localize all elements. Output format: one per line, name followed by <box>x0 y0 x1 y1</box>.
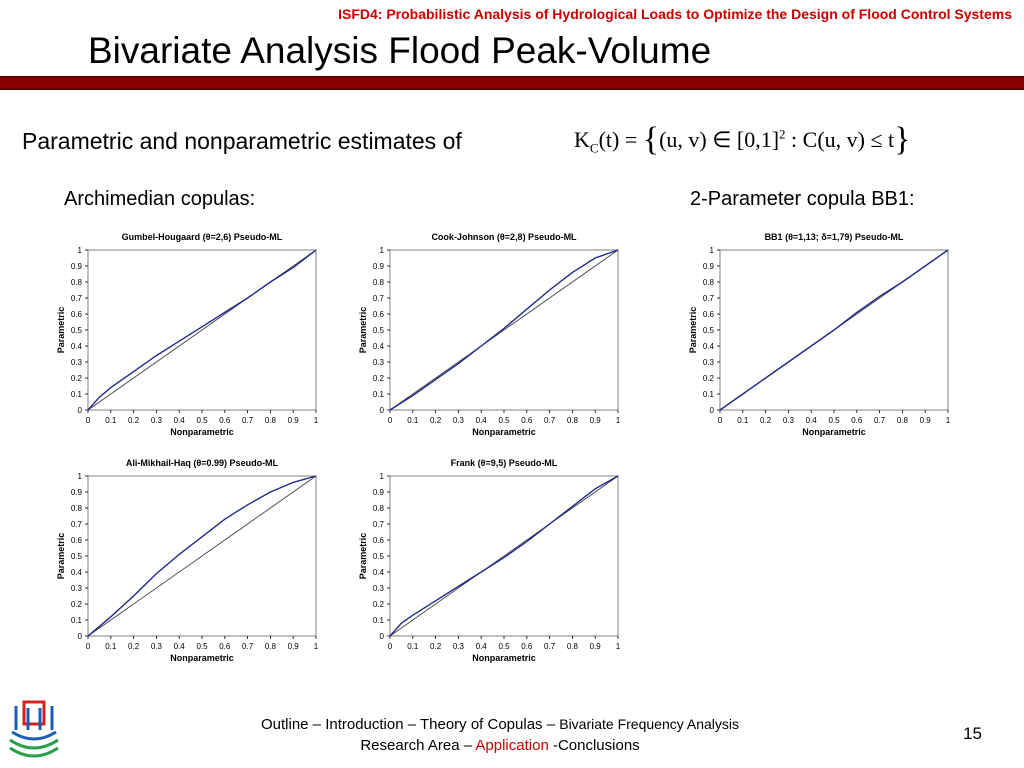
y-tick-label: 0.6 <box>70 310 82 319</box>
y-tick-label: 1 <box>709 246 714 255</box>
y-axis-label: Parametric <box>688 306 698 354</box>
conference-note: ISFD4: Probabilistic Analysis of Hydrological Loads to Optimize the Design of Flood Control Systems <box>338 6 1012 22</box>
x-tick-label: 0.4 <box>475 642 487 651</box>
x-tick-label: 0.5 <box>828 416 840 425</box>
x-tick-label: 0.3 <box>452 642 464 651</box>
x-tick-label: 0 <box>85 642 91 651</box>
x-tick-label: 0.2 <box>128 642 140 651</box>
formula-condition: : C(u, v) ≤ t <box>785 127 895 152</box>
x-tick-label: 0.7 <box>544 642 556 651</box>
y-tick-label: 0.2 <box>70 374 82 383</box>
x-tick-label: 0.4 <box>173 642 185 651</box>
y-tick-label: 0.5 <box>702 326 714 335</box>
x-axis-label: Nonparametric <box>170 427 234 437</box>
x-tick-label: 0.5 <box>498 642 510 651</box>
y-tick-label: 0.6 <box>70 536 82 545</box>
y-tick-label: 0.4 <box>70 342 82 351</box>
university-logo <box>6 700 62 762</box>
y-tick-label: 0.1 <box>372 390 384 399</box>
footer-application-link[interactable]: Application <box>475 737 549 754</box>
y-tick-label: 0.6 <box>372 536 384 545</box>
x-tick-label: 0.2 <box>128 416 140 425</box>
footer-line-2 <box>180 735 820 756</box>
x-tick-label: 0.9 <box>287 416 299 425</box>
x-tick-label: 0.8 <box>566 416 578 425</box>
footer-bivariate-link[interactable]: Bivariate Frequency Analysis <box>559 716 739 732</box>
y-tick-label: 0.6 <box>372 310 384 319</box>
x-tick-label: 0.2 <box>430 416 442 425</box>
y-tick-label: 0.9 <box>70 488 82 497</box>
x-tick-label: 0.9 <box>287 642 299 651</box>
x-tick-label: 0.2 <box>430 642 442 651</box>
footer-navigation <box>180 714 820 756</box>
y-tick-label: 0.4 <box>372 568 384 577</box>
x-tick-label: 0.8 <box>896 416 908 425</box>
footer-research-link[interactable]: Research Area – <box>360 737 476 754</box>
y-tick-label: 0 <box>379 406 384 415</box>
x-tick-label: 0.6 <box>521 642 533 651</box>
chart-title: Frank (θ=9,5) Pseudo-ML <box>450 458 558 468</box>
x-tick-label: 0.9 <box>589 642 601 651</box>
formula-right-brace: } <box>894 121 911 158</box>
y-tick-label: 0 <box>77 632 82 641</box>
chart-svg <box>684 228 984 446</box>
x-tick-label: 0.8 <box>264 642 276 651</box>
y-tick-label: 0.7 <box>372 294 384 303</box>
y-tick-label: 0.8 <box>702 278 714 287</box>
chart-svg <box>354 454 654 672</box>
x-tick-label: 0.5 <box>196 642 208 651</box>
formula-k: K <box>574 127 590 152</box>
x-tick-label: 1 <box>945 416 951 425</box>
kendall-function-formula <box>574 118 910 156</box>
x-tick-label: 0.8 <box>566 642 578 651</box>
y-tick-label: 0.9 <box>372 488 384 497</box>
x-tick-label: 0.6 <box>219 416 231 425</box>
bb1-label: 2-Parameter copula BB1: <box>690 188 915 210</box>
y-tick-label: 0.4 <box>70 568 82 577</box>
y-tick-label: 0.5 <box>70 326 82 335</box>
y-tick-label: 0.7 <box>70 520 82 529</box>
y-tick-label: 1 <box>77 472 82 481</box>
formula-left-brace: { <box>642 121 660 158</box>
x-tick-label: 0.4 <box>805 416 817 425</box>
y-tick-label: 0.9 <box>372 262 384 271</box>
logo-arc-2-shape <box>10 740 58 748</box>
x-tick-label: 0.9 <box>589 416 601 425</box>
y-tick-label: 0.1 <box>702 390 714 399</box>
x-tick-label: 0.7 <box>544 416 556 425</box>
footer-conclusions-link[interactable]: -Conclusions <box>548 737 640 754</box>
logo-arc-1-shape <box>12 732 56 739</box>
x-tick-label: 0.3 <box>452 416 464 425</box>
x-tick-label: 0.7 <box>242 416 254 425</box>
chart-bb1 <box>684 228 984 446</box>
x-tick-label: 0.8 <box>264 416 276 425</box>
chart-frank <box>354 454 654 672</box>
y-tick-label: 1 <box>379 246 384 255</box>
y-tick-label: 0.7 <box>70 294 82 303</box>
y-tick-label: 0.5 <box>372 326 384 335</box>
y-tick-label: 0.5 <box>70 552 82 561</box>
intro-text: Parametric and nonparametric estimates of <box>22 128 462 154</box>
chart-title: BB1 (θ=1,13; δ=1,79) Pseudo-ML <box>764 232 904 242</box>
formula-sup-2: 2 <box>779 126 786 142</box>
y-tick-label: 0.3 <box>702 358 714 367</box>
title-divider-bar <box>0 76 1024 90</box>
footer-outline-link[interactable]: Outline – Introduction – Theory of Copulas – <box>260 716 560 733</box>
x-tick-label: 0.3 <box>782 416 794 425</box>
chart-title: Cook-Johnson (θ=2,8) Pseudo-ML <box>431 232 577 242</box>
logo-blue-bars-shape <box>16 706 52 730</box>
y-tick-label: 0.8 <box>372 278 384 287</box>
page-number: 15 <box>963 724 982 743</box>
x-tick-label: 0.1 <box>105 642 117 651</box>
y-tick-label: 0.2 <box>372 600 384 609</box>
x-tick-label: 0.1 <box>105 416 117 425</box>
y-tick-label: 1 <box>77 246 82 255</box>
x-tick-label: 1 <box>615 642 621 651</box>
y-tick-label: 0.2 <box>702 374 714 383</box>
x-tick-label: 0.3 <box>150 416 162 425</box>
x-axis-label: Nonparametric <box>472 427 536 437</box>
y-axis-label: Parametric <box>56 532 66 580</box>
y-tick-label: 0.5 <box>372 552 384 561</box>
y-tick-label: 0.8 <box>70 504 82 513</box>
y-tick-label: 0 <box>379 632 384 641</box>
chart-cook-johnson <box>354 228 654 446</box>
y-tick-label: 0.7 <box>702 294 714 303</box>
y-tick-label: 0.8 <box>70 278 82 287</box>
x-tick-label: 0.4 <box>475 416 487 425</box>
y-tick-label: 0.6 <box>702 310 714 319</box>
x-tick-label: 1 <box>313 416 319 425</box>
x-tick-label: 0.6 <box>219 642 231 651</box>
formula-set: (u, v) ∈ [0,1] <box>659 127 780 152</box>
x-tick-label: 1 <box>615 416 621 425</box>
y-tick-label: 0.4 <box>702 342 714 351</box>
x-tick-label: 0.6 <box>851 416 863 425</box>
x-tick-label: 0.5 <box>498 416 510 425</box>
formula-lhs: (t) = <box>598 127 643 152</box>
chart-title: Gumbel-Hougaard (θ=2,6) Pseudo-ML <box>121 232 283 242</box>
y-tick-label: 1 <box>379 472 384 481</box>
y-axis-label: Parametric <box>358 532 368 580</box>
chart-gumbel-hougaard <box>52 228 352 446</box>
x-tick-label: 0.1 <box>737 416 749 425</box>
chart-svg <box>52 228 352 446</box>
y-tick-label: 0.3 <box>372 584 384 593</box>
formula-sub-c: C <box>589 140 599 156</box>
y-tick-label: 0.9 <box>702 262 714 271</box>
y-tick-label: 0.1 <box>70 390 82 399</box>
y-tick-label: 0.1 <box>372 616 384 625</box>
y-tick-label: 0 <box>77 406 82 415</box>
x-tick-label: 0.9 <box>919 416 931 425</box>
x-tick-label: 0.6 <box>521 416 533 425</box>
y-tick-label: 0.4 <box>372 342 384 351</box>
x-tick-label: 1 <box>313 642 319 651</box>
y-tick-label: 0.3 <box>70 358 82 367</box>
footer-line-1 <box>180 714 820 735</box>
x-tick-label: 0.1 <box>407 416 419 425</box>
x-tick-label: 0.2 <box>760 416 772 425</box>
y-tick-label: 0.2 <box>372 374 384 383</box>
x-tick-label: 0 <box>387 416 393 425</box>
y-tick-label: 0.8 <box>372 504 384 513</box>
y-tick-label: 0.9 <box>70 262 82 271</box>
y-tick-label: 0.7 <box>372 520 384 529</box>
y-axis-label: Parametric <box>56 306 66 354</box>
x-tick-label: 0.4 <box>173 416 185 425</box>
y-tick-label: 0.1 <box>70 616 82 625</box>
x-tick-label: 0.7 <box>242 642 254 651</box>
archimedean-label: Archimedian copulas: <box>64 188 256 210</box>
x-tick-label: 0.7 <box>874 416 886 425</box>
x-tick-label: 0.5 <box>196 416 208 425</box>
chart-svg <box>354 228 654 446</box>
x-axis-label: Nonparametric <box>170 653 234 663</box>
y-axis-label: Parametric <box>358 306 368 354</box>
chart-title: Ali-Mikhail-Haq (θ=0.99) Pseudo-ML <box>125 458 279 468</box>
chart-ali-mikhail-haq <box>52 454 352 672</box>
slide-title: Bivariate Analysis Flood Peak-Volume <box>88 30 712 71</box>
x-tick-label: 0.1 <box>407 642 419 651</box>
chart-svg <box>52 454 352 672</box>
x-tick-label: 0 <box>387 642 393 651</box>
y-tick-label: 0 <box>709 406 714 415</box>
x-axis-label: Nonparametric <box>472 653 536 663</box>
x-tick-label: 0.3 <box>150 642 162 651</box>
x-tick-label: 0 <box>717 416 723 425</box>
x-tick-label: 0 <box>85 416 91 425</box>
y-tick-label: 0.3 <box>372 358 384 367</box>
y-tick-label: 0.2 <box>70 600 82 609</box>
x-axis-label: Nonparametric <box>802 427 866 437</box>
y-tick-label: 0.3 <box>70 584 82 593</box>
